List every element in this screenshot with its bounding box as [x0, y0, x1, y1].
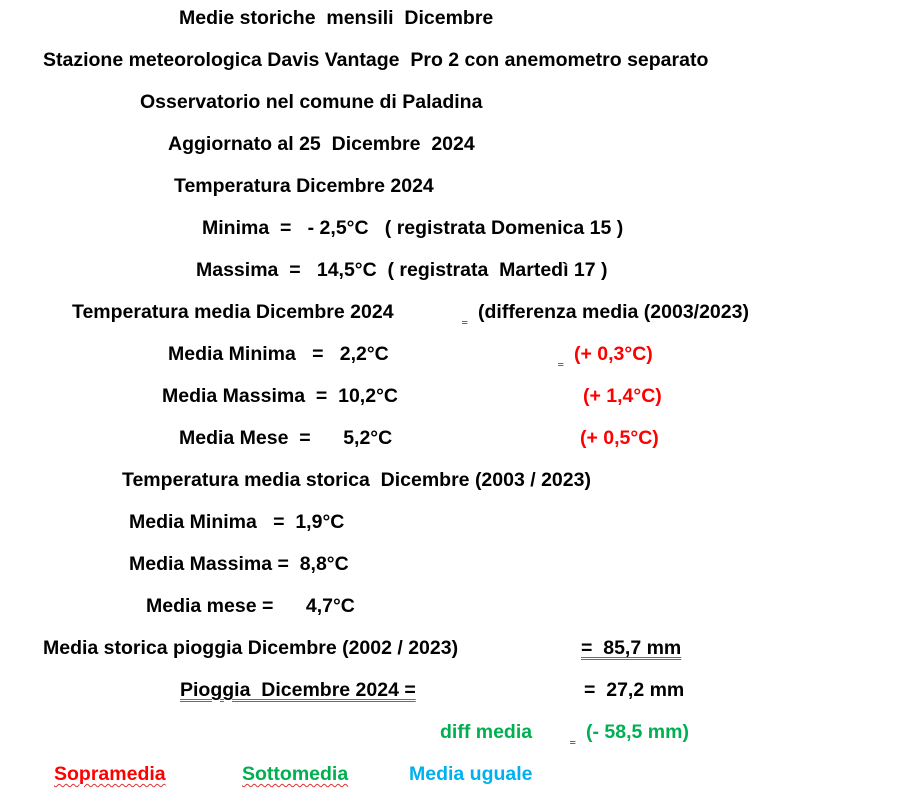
minimum-temperature: Minima = - 2,5°C ( registrata Domenica 15 ): [202, 217, 624, 239]
station-line: Stazione meteorologica Davis Vantage Pro 2 con anemometro separato: [43, 49, 709, 71]
legend-above: Sopramedia: [54, 763, 166, 785]
rain-diff-value: (- 58,5 mm): [570, 720, 689, 744]
rain-current-label: Pioggia Dicembre 2024 =: [180, 679, 416, 701]
historical-minimum: Media Minima = 1,9°C: [129, 511, 345, 533]
temperature-2024-heading: Temperatura Dicembre 2024: [174, 175, 434, 197]
rain-historical-value: = 85,7 mm: [581, 637, 682, 659]
updated-line: Aggiornato al 25 Dicembre 2024: [168, 133, 475, 155]
mean-maximum-diff: (+ 1,4°C): [583, 385, 662, 407]
mean-minimum-2024: Media Minima = 2,2°C: [168, 343, 389, 365]
mean-month-diff: (+ 0,5°C): [580, 427, 659, 449]
observatory-line: Osservatorio nel comune di Paladina: [140, 91, 483, 113]
difference-heading: (differenza media (2003/2023): [462, 300, 749, 324]
legend-below: Sottomedia: [242, 763, 349, 785]
historical-maximum: Media Massima = 8,8°C: [129, 553, 349, 575]
mean-minimum-diff: (+ 0,3°C): [558, 342, 653, 366]
maximum-temperature: Massima = 14,5°C ( registrata Martedì 17 ): [196, 259, 608, 281]
grammar-mark: [558, 342, 574, 366]
rain-diff-label: diff media: [440, 721, 533, 743]
historical-heading: Temperatura media storica Dicembre (2003 / 2023): [122, 469, 591, 491]
mean-month-2024: Media Mese = 5,2°C: [179, 427, 393, 449]
mean-maximum-2024: Media Massima = 10,2°C: [162, 385, 398, 407]
page-title: Medie storiche mensili Dicembre: [179, 7, 494, 29]
grammar-mark: [570, 720, 586, 744]
mean-2024-heading: Temperatura media Dicembre 2024: [72, 301, 394, 323]
grammar-mark: [462, 300, 478, 324]
legend-equal: Media uguale: [409, 763, 533, 785]
historical-month: Media mese = 4,7°C: [146, 595, 355, 617]
rain-historical-label: Media storica pioggia Dicembre (2002 / 2023): [43, 637, 459, 659]
rain-current-value: = 27,2 mm: [584, 679, 685, 701]
